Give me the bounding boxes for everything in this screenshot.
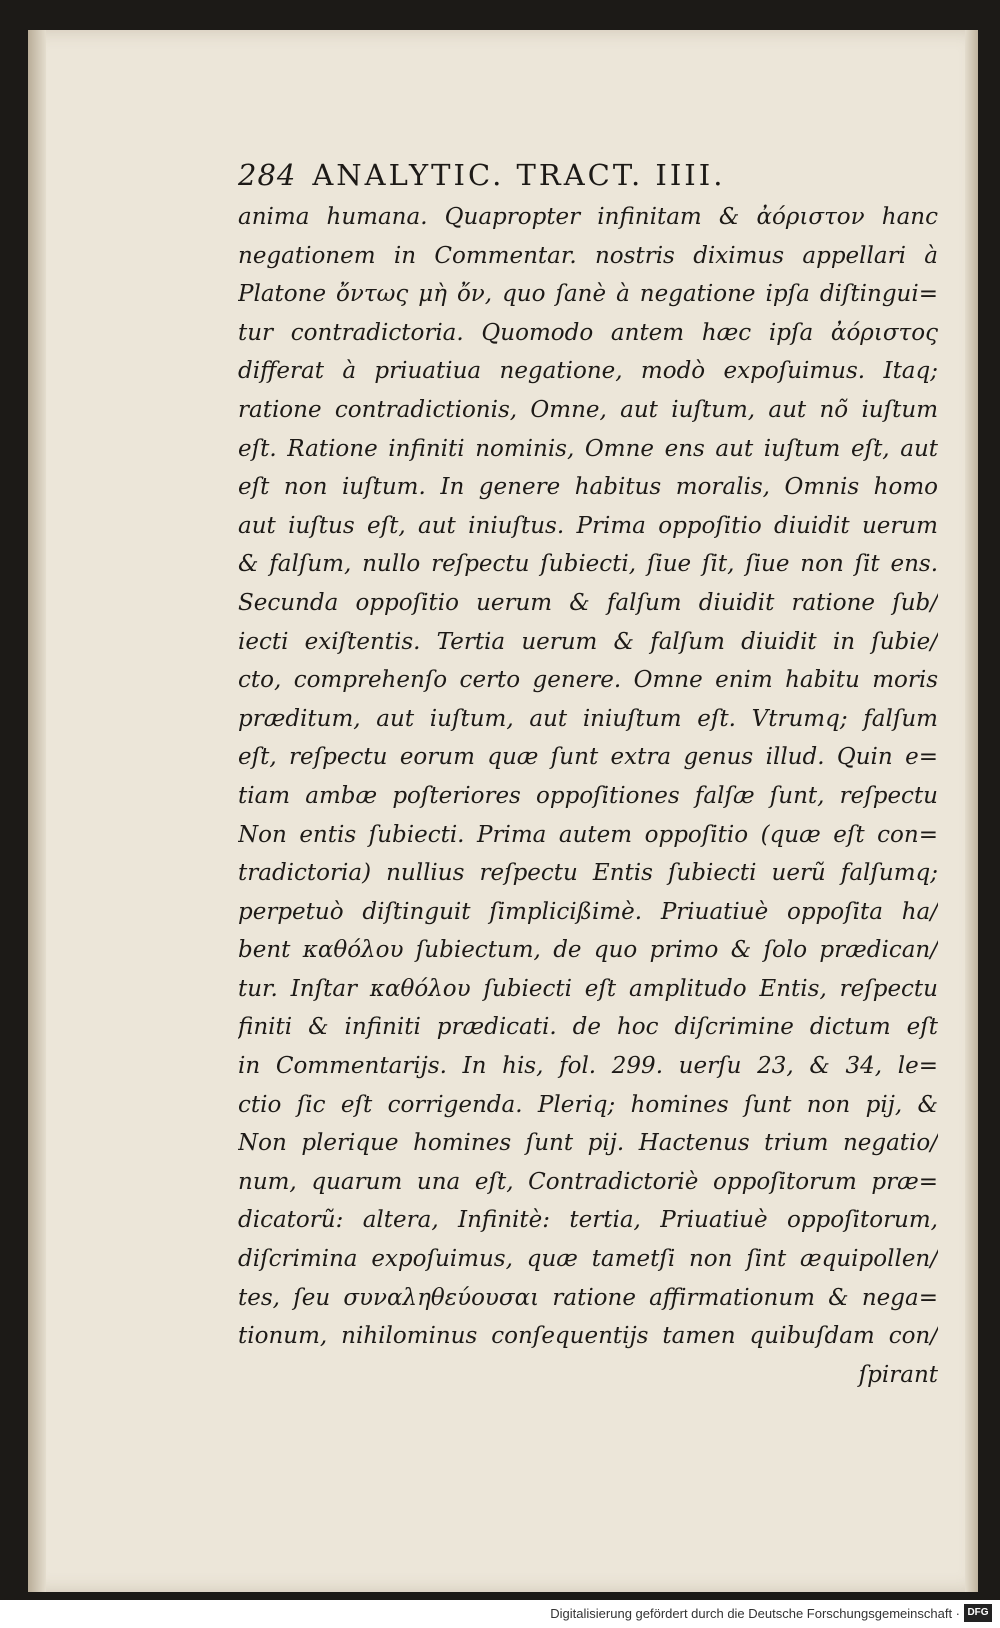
text-line: in Commentarijs. In his, fol. 299. uerſu 23, & 34, le=	[238, 1053, 938, 1080]
text-line: tur contradictoria. Quomodo antem hæc ipſa ἀόριστος	[238, 319, 938, 346]
text-line: anima humana. Quapropter infinitam & ἀόριστον hanc	[238, 204, 938, 230]
text-line: præditum, aut iuſtum, aut iniuſtum eſt. Vtrumq; falſum	[238, 705, 938, 732]
text-line: finiti & infiniti prædicati. de hoc diſcrimine dictum eſt	[238, 1014, 938, 1041]
text-line: ſpirant	[858, 1361, 938, 1388]
text-line: tradictoria) nullius reſpectu Entis ſubiecti uerũ falſumq;	[238, 860, 938, 887]
body-text	[238, 198, 938, 1394]
text-line: diſcrimina expoſuimus, quæ tametſi non ſint æquipollen/	[238, 1246, 938, 1273]
text-line: ratione contradictionis, Omne, aut iuſtum, aut nõ iuſtum	[238, 396, 938, 423]
text-line: & falſum, nullo reſpectu ſubiecti, ſiue ſit, ſiue non ſit ens.	[238, 551, 938, 578]
digitization-credit: Digitalisierung gefördert durch die Deutsche Forschungsgemeinschaft ·	[550, 1606, 960, 1621]
text-line: dicatorũ: altera, Infinitè: tertia, Priuatiuè oppoſitorum,	[238, 1207, 938, 1234]
text-line: bent καθόλου ſubiectum, de quo primo & ſolo prædican/	[238, 937, 938, 964]
running-header	[238, 158, 938, 202]
text-line: iecti exiſtentis. Tertia uerum & falſum diuidit in ſubie/	[238, 628, 938, 655]
text-line: perpetuò diſtinguit ſimplicißimè. Priuatiuè oppoſita ha/	[238, 898, 938, 925]
text-line: Secunda oppoſitio uerum & falſum diuidit ratione ſub/	[238, 589, 938, 616]
text-line: Platone ὄντως μὴ ὄν, quo ſanè à negatione ipſa diſtingui=	[238, 281, 938, 308]
text-line: eſt, reſpectu eorum quæ ſunt extra genus illud. Quin e=	[238, 744, 938, 771]
text-line: eſt. Ratione infiniti nominis, Omne ens aut iuſtum eſt, aut	[238, 435, 938, 462]
text-line: tes, ſeu συναληθεύουσαι ratione affirmationum & nega=	[238, 1284, 938, 1311]
text-line: tur. Inſtar καθόλου ſubiecti eſt amplitudo Entis, reſpectu	[238, 975, 938, 1002]
text-line: eſt non iuſtum. In genere habitus moralis, Omnis homo	[238, 474, 938, 501]
text-line: Non entis ſubiecti. Prima autem oppoſitio (quæ eſt con=	[238, 821, 938, 848]
page-number: 284	[238, 158, 297, 192]
text-line: tiam ambæ poſteriores oppoſitiones falſæ ſunt, reſpectu	[238, 782, 938, 809]
page-gutter-shadow	[28, 30, 46, 1592]
text-line: ctio ſic eſt corrigenda. Pleriq; homines ſunt non pij, &	[238, 1091, 938, 1118]
text-line: tionum, nihilominus conſequentijs tamen quibuſdam con/	[238, 1323, 938, 1350]
text-line: differat à priuatiua negatione, modò expoſuimus. Itaq;	[238, 358, 938, 385]
text-line: Non plerique homines ſunt pij. Hactenus trium negatio/	[238, 1130, 938, 1157]
text-line: aut iuſtus eſt, aut iniuſtus. Prima oppoſitio diuidit uerum	[238, 512, 938, 539]
running-title: ANALYTIC. TRACT. IIII.	[312, 158, 726, 192]
dfg-logo: DFG	[964, 1604, 992, 1622]
text-line: cto, comprehenſo certo genere. Omne enim habitu moris	[238, 667, 938, 694]
text-line: num, quarum una eſt, Contradictoriè oppoſitorum præ=	[238, 1168, 938, 1195]
text-line: negationem in Commentar. nostris diximus appellari à	[238, 242, 938, 269]
page-edge-shadow	[965, 30, 978, 1592]
